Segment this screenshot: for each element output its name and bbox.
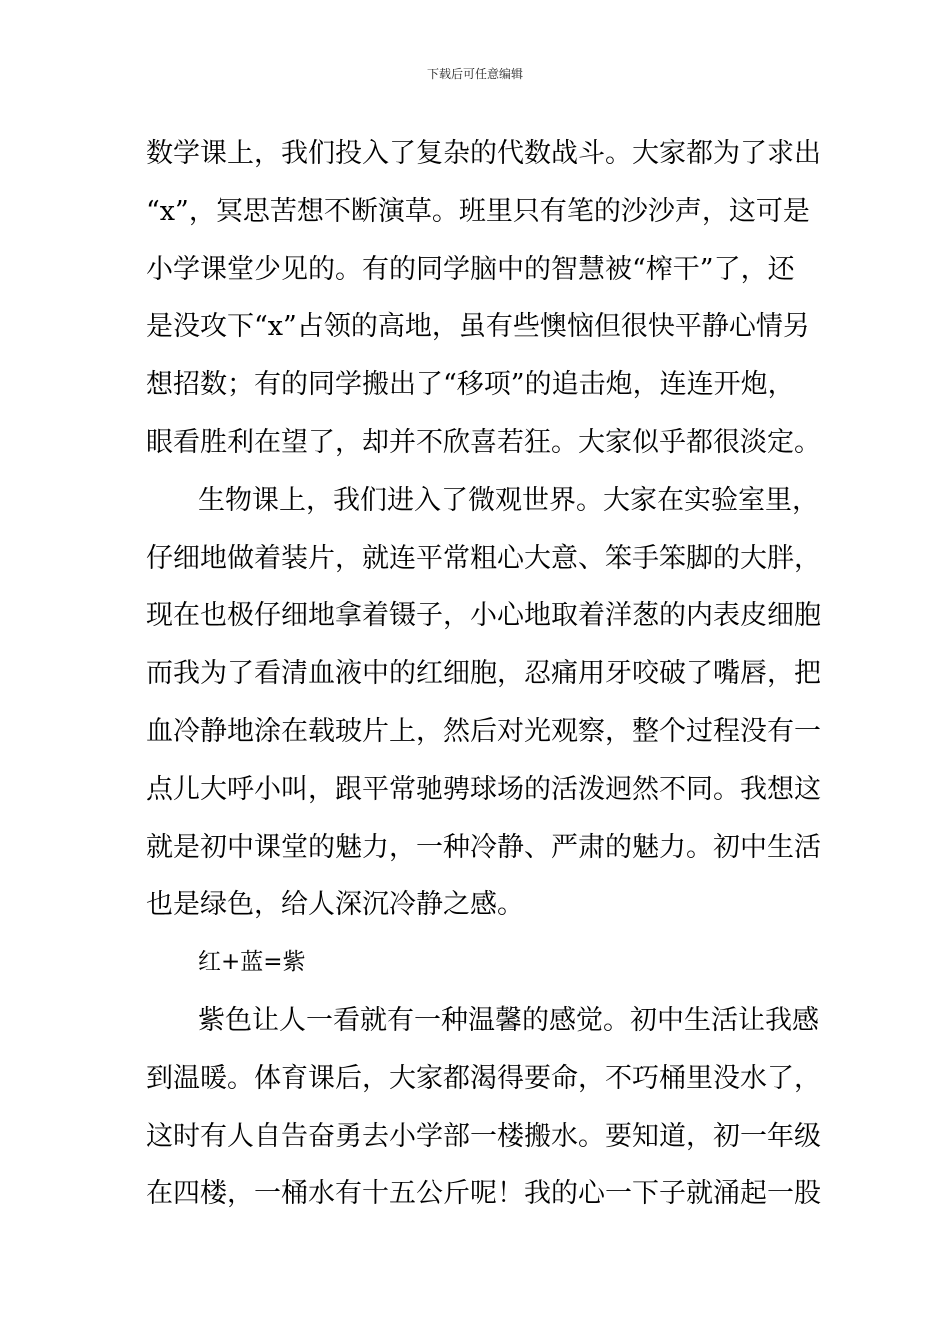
text-line: “x”，冥思苦想不断演草。班里只有笔的沙沙声，这可是 xyxy=(146,195,810,227)
text-line: 仔细地做着装片，就连平常粗心大意、笨手笨脚的大胖， xyxy=(146,542,821,574)
text-line: 是没攻下“x”占领的高地，虽有些懊恼但很快平静心情另 xyxy=(146,311,810,343)
section-heading: 红+蓝=紫 xyxy=(198,949,306,976)
text-line: 点儿大呼小叫，跟平常驰骋球场的活泼迥然不同。我想这 xyxy=(146,773,821,805)
text-line: 到温暖。体育课后，大家都渴得要命，不巧桶里没水了， xyxy=(146,1062,821,1094)
text-line: 而我为了看清血液中的红细胞，忍痛用牙咬破了嘴唇，把 xyxy=(146,658,821,690)
text-line: 小学课堂少见的。有的同学脑中的智慧被“榨干”了，还 xyxy=(146,253,795,285)
text-line: 现在也极仔细地拿着镊子，小心地取着洋葱的内表皮细胞 xyxy=(146,600,821,632)
text-line: 想招数；有的同学搬出了“移项”的追击炮，连连开炮， xyxy=(146,369,795,401)
text-line: 就是初中课堂的魅力，一种冷静、严肃的魅力。初中生活 xyxy=(146,831,821,863)
text-line: 生物课上，我们进入了微观世界。大家在实验室里， xyxy=(198,484,819,516)
document-body xyxy=(146,125,821,1223)
page-header-note: 下载后可任意编辑 xyxy=(426,67,523,81)
text-line: 数学课上，我们投入了复杂的代数战斗。大家都为了求出 xyxy=(146,138,821,169)
text-line: 在四楼，一桶水有十五公斤呢！我的心一下子就涌起一股 xyxy=(146,1178,821,1210)
text-line: 这时有人自告奋勇去小学部一楼搬水。要知道，初一年级 xyxy=(146,1120,821,1152)
text-line: 眼看胜利在望了，却并不欣喜若狂。大家似乎都很淡定。 xyxy=(146,426,821,458)
text-line: 也是绿色，给人深沉冷静之感。 xyxy=(146,889,524,921)
text-line: 血冷静地涂在载玻片上，然后对光观察，整个过程没有一 xyxy=(146,715,821,747)
text-line: 紫色让人一看就有一种温馨的感觉。初中生活让我感 xyxy=(198,1004,819,1036)
